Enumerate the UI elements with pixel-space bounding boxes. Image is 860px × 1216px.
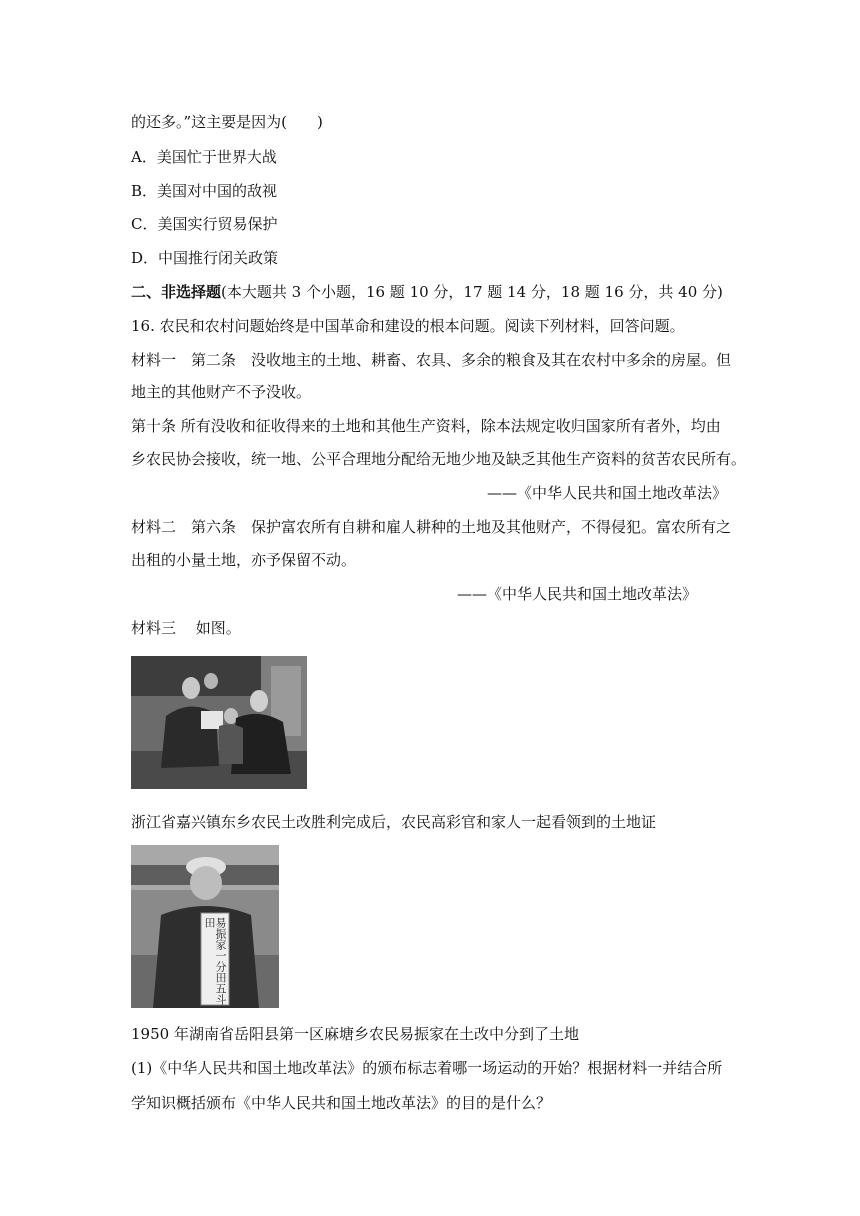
option-c: C．美国实行贸易保护 [131,215,278,233]
option-d: D．中国推行闭关政策 [131,249,279,267]
option-a: A．美国忙于世界大战 [131,148,277,166]
section-heading [131,282,723,302]
family-land-certificate-photo [131,656,307,789]
material-1-citation: ——《中华人民共和国土地改革法》 [487,484,728,502]
photo-2-caption: 1950 年湖南省岳阳县第一区麻塘乡农民易振家在土改中分到了土地 [131,1025,579,1043]
farmer-land-sign-photo [131,845,279,1008]
material-1-line-3: 第十条 所有没收和征收得来的土地和其他生产资料，除本法规定收归国家所有者外，均由 [131,417,721,435]
photo-1-caption: 浙江省嘉兴镇东乡农民土改胜利完成后，农民高彩官和家人一起看领到的土地证 [131,813,657,831]
material-3-label: 材料三 如图。 [131,619,241,637]
option-b: B．美国对中国的敌视 [131,182,278,200]
section-note: (本大题共 3 个小题，16 题 10 分，17 题 14 分，18 题 16 分，共 40 分) [221,283,723,301]
subquestion-1-line-2: 学知识概括颁布《中华人民共和国土地改革法》的目的是什么？ [131,1094,552,1112]
question-stem-end: 的还多。”这主要是因为( ) [131,113,323,131]
material-1-line-2: 地主的其他财产不予没收。 [131,383,312,401]
section-title: 二、非选择题 [131,283,222,301]
material-2-citation: ——《中华人民共和国土地改革法》 [457,585,698,603]
material-2-line-2: 出租的小量土地，亦予保留不动。 [131,551,357,569]
material-2-line-1: 材料二 第六条 保护富农所有自耕和雇人耕种的土地及其他财产，不得侵犯。富农所有之 [131,518,732,536]
question-16: 16. 农民和农村问题始终是中国革命和建设的根本问题。阅读下列材料，回答问题。 [131,317,685,335]
family-photo-drawing [131,656,307,789]
subquestion-1-line-1: (1)《中华人民共和国土地改革法》的颁布标志着哪一场运动的开始？根据材料一并结合所 [131,1059,723,1077]
material-1-line-1: 材料一 第二条 没收地主的土地、耕畜、农具、多余的粮食及其在农村中多余的房屋。但 [131,351,732,369]
land-sign-text: 易振家一分田五斗田 [203,917,227,1005]
material-1-line-4: 乡农民协会接收，统一地、公平合理地分配给无地少地及缺乏其他生产资料的贫苦农民所有。 [131,450,747,468]
